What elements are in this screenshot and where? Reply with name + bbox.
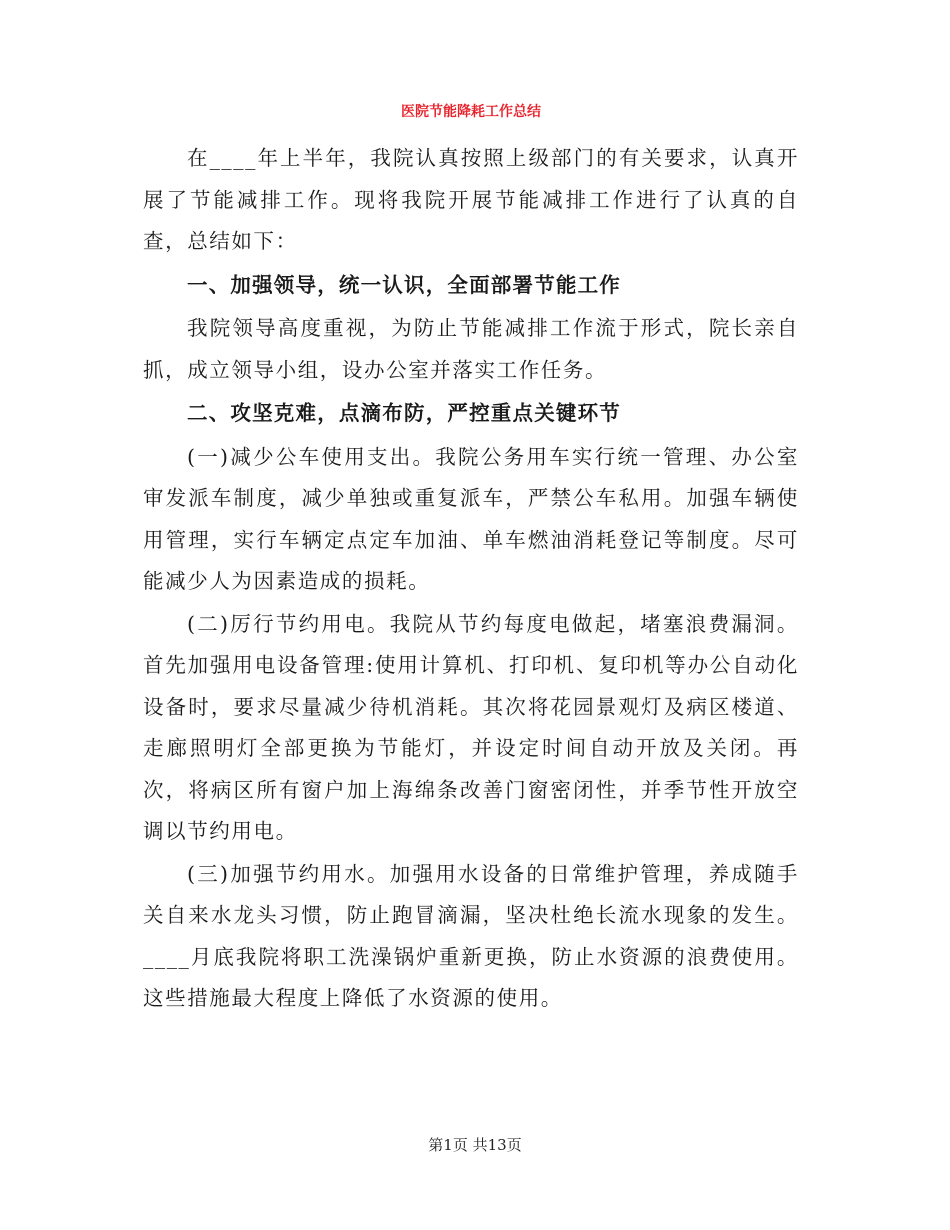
intro-paragraph: 在____年上半年，我院认真按照上级部门的有关要求，认真开展了节能减排工作。现将我院开展节能减排工作进行了认真的自查，总结如下： [143,146,799,253]
item-3-paragraph: (三)加强节约用水。加强用水设备的日常维护管理，养成随手关自来水龙头习惯，防止跑冒滴漏，坚决杜绝长流水现象的发生。____月底我院将职工洗澡锅炉重新更换，防止水资源的浪费使用。这些措施最大程度上降低了水资源的使用。 [143,861,799,1010]
item-1-paragraph: (一)减少公车使用支出。我院公务用车实行统一管理、办公室审发派车制度，减少单独或重复派车，严禁公车私用。加强车辆使用管理，实行车辆定点定车加油、单车燃油消耗登记等制度。尽可能减少人为因素造成的损耗。 [143,444,799,593]
section-1-heading: 一、加强领导，统一认识，全面部署节能工作 [187,272,621,297]
item-2-paragraph: (二)厉行节约用电。我院从节约每度电做起，堵塞浪费漏洞。首先加强用电设备管理:使用计算机、打印机、复印机等办公自动化设备时，要求尽量减少待机消耗。其次将花园景观灯及病区楼道、走廊照明灯全部更换为节能灯，并设定时间自动开放及关闭。再次，将病区所有窗户加上海绵条改善门窗密闭性，并季节性开放空调以节约用电。 [143,611,799,843]
document-title: 医院节能降耗工作总结 [401,104,541,120]
section-2-heading: 二、攻坚克难，点滴布防，严控重点关键环节 [187,401,621,425]
section-1-paragraph: 我院领导高度重视，为防止节能减排工作流于形式，院长亲自抓，成立领导小组，设办公室并落实工作任务。 [143,316,799,382]
document-body [143,138,799,1021]
page-number-footer: 第1页 共13页 [428,1136,522,1154]
